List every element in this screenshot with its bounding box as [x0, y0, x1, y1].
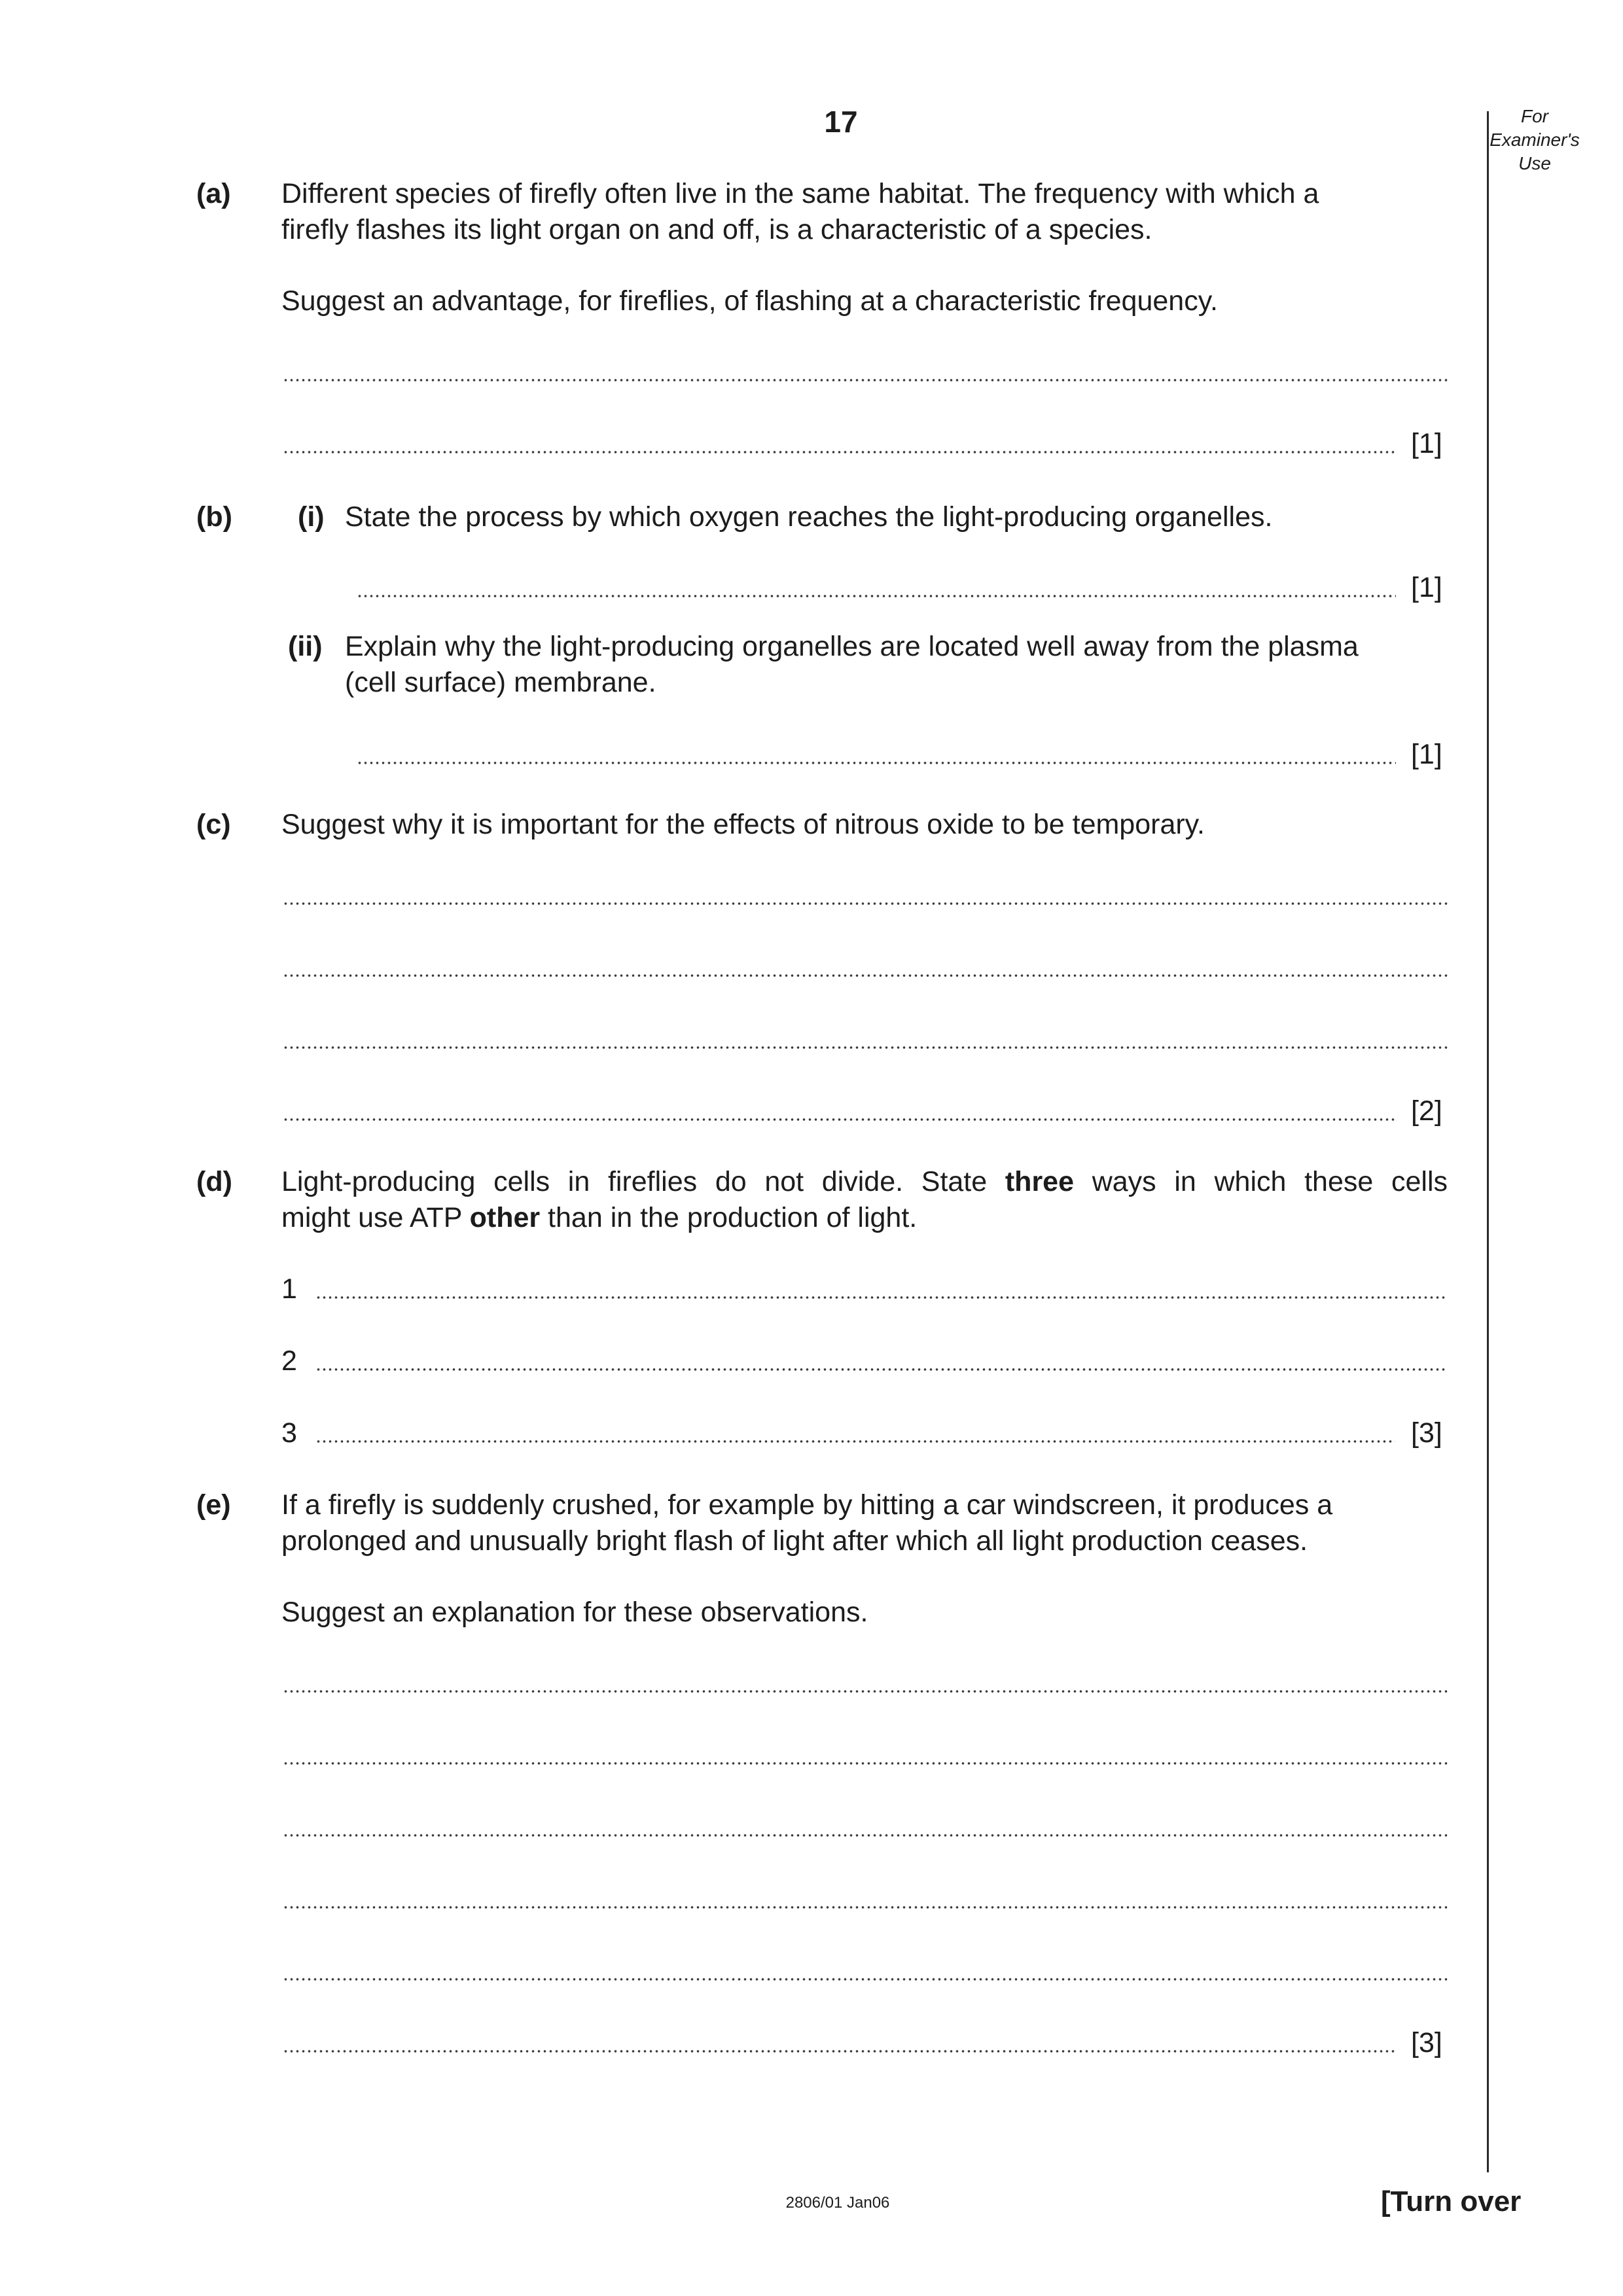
question-d-line-1-b: ways in which these cells	[1074, 1166, 1448, 1197]
answer-line-c-4[interactable]	[283, 1118, 1395, 1122]
answer-line-d-2[interactable]	[315, 1368, 1448, 1371]
answer-line-c-3[interactable]	[283, 1046, 1448, 1050]
answer-line-b-i[interactable]	[357, 594, 1396, 598]
answer-line-e-3[interactable]	[283, 1833, 1448, 1837]
answer-number-3: 3	[281, 1417, 297, 1449]
answer-number-2: 2	[281, 1345, 297, 1377]
examiner-margin-line	[1487, 111, 1489, 2172]
answer-line-d-3[interactable]	[315, 1439, 1395, 1443]
answer-number-1: 1	[281, 1273, 297, 1305]
question-b-ii-line-1: Explain why the light-producing organelles are located well away from the plasma	[345, 631, 1359, 662]
question-d-marks: [3]	[1411, 1417, 1442, 1449]
question-e-line-1: If a firefly is suddenly crushed, for example by hitting a car windscreen, it produces a	[281, 1489, 1333, 1521]
question-c-text: Suggest why it is important for the effects of nitrous oxide to be temporary.	[281, 809, 1205, 840]
answer-line-b-ii[interactable]	[357, 761, 1396, 765]
emphasis-other: other	[469, 1202, 541, 1233]
question-b-label: (b)	[196, 501, 232, 533]
question-b-ii-marks: [1]	[1411, 739, 1442, 770]
answer-line-d-1[interactable]	[315, 1296, 1448, 1299]
question-a-marks: [1]	[1411, 428, 1442, 459]
question-d-label: (d)	[196, 1166, 232, 1197]
answer-line-e-2[interactable]	[283, 1761, 1448, 1765]
examiner-line-2: Examiner's	[1489, 130, 1580, 150]
paper-code: 2806/01 Jan06	[785, 2194, 890, 2212]
question-c-label: (c)	[196, 809, 231, 840]
question-d-line-1-a: Light-producing cells in fireflies do not divide. State	[281, 1166, 1005, 1197]
emphasis-three: three	[1005, 1166, 1075, 1197]
question-d-line-2	[281, 1199, 917, 1236]
question-e-label: (e)	[196, 1489, 231, 1521]
question-e-prompt: Suggest an explanation for these observations.	[281, 1597, 868, 1628]
answer-line-c-1[interactable]	[283, 902, 1448, 906]
question-d-line-2-b: than in the production of light.	[540, 1202, 918, 1233]
answer-line-e-4[interactable]	[283, 1905, 1448, 1909]
question-b-i-marks: [1]	[1411, 572, 1442, 603]
question-c-marks: [2]	[1411, 1095, 1442, 1127]
question-b-ii-label: (ii)	[288, 631, 323, 662]
examiner-line-3: Use	[1518, 153, 1551, 173]
question-a-prompt: Suggest an advantage, for fireflies, of flashing at a characteristic frequency.	[281, 285, 1218, 317]
turn-over: [Turn over	[1381, 2185, 1522, 2217]
question-b-i-text: State the process by which oxygen reaches the light-producing organelles.	[345, 501, 1273, 533]
answer-line-e-1[interactable]	[283, 1689, 1448, 1693]
question-a-line-2: firefly flashes its light organ on and off, is a characteristic of a species.	[281, 214, 1152, 245]
question-d-line-1	[281, 1163, 1448, 1200]
question-e-line-2: prolonged and unusually bright flash of light after which all light production ceases.	[281, 1525, 1308, 1557]
question-b-ii-line-2: (cell surface) membrane.	[345, 667, 656, 698]
answer-line-c-2[interactable]	[283, 974, 1448, 978]
question-b-i-label: (i)	[298, 501, 325, 533]
answer-line-a-2[interactable]	[283, 450, 1395, 454]
examiner-line-1: For	[1521, 106, 1548, 126]
answer-line-e-6[interactable]	[283, 2049, 1395, 2053]
question-d-line-2-a: might use ATP	[281, 1202, 470, 1233]
question-a-line-1: Different species of firefly often live in the same habitat. The frequency with which a	[281, 178, 1319, 209]
examiner-use-box	[1486, 105, 1584, 175]
question-e-marks: [3]	[1411, 2027, 1442, 2058]
answer-line-a-1[interactable]	[283, 378, 1448, 382]
page-number: 17	[824, 105, 858, 139]
question-a-label: (a)	[196, 178, 231, 209]
answer-line-e-5[interactable]	[283, 1977, 1448, 1981]
